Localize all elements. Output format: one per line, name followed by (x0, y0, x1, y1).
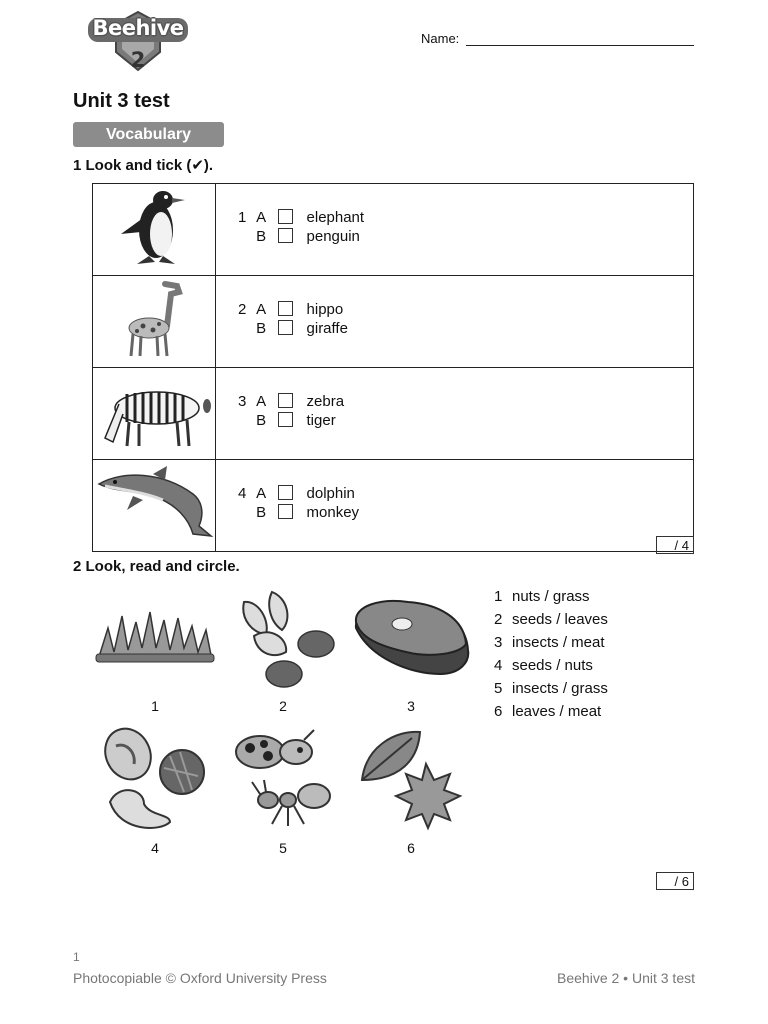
page-title: Unit 3 test (73, 90, 170, 112)
option-letter: B (256, 320, 267, 337)
picture-label: 5 (279, 840, 287, 856)
exercise1-heading: 1 Look and tick (✔). (73, 157, 214, 174)
logo-level: 2 (130, 48, 146, 72)
dolphin-picture (93, 460, 215, 546)
exercise1-table (92, 183, 694, 552)
leaves-picture (356, 724, 468, 832)
circle-options[interactable]: seeds / nuts (512, 657, 593, 674)
table-row (93, 276, 694, 368)
option-text: elephant (306, 209, 365, 226)
tick-box[interactable] (278, 412, 293, 427)
options-cell (216, 460, 694, 552)
option-a-row (238, 484, 355, 504)
option-text: zebra (306, 393, 345, 410)
list-item (494, 608, 608, 631)
page-number: 1 (73, 950, 80, 964)
tick-box[interactable] (278, 485, 293, 500)
picture-cell (93, 368, 216, 460)
picture-cell (93, 460, 216, 552)
option-b-row (238, 319, 348, 339)
picture-label: 4 (151, 840, 159, 856)
option-text: dolphin (306, 485, 355, 502)
option-a-row (238, 300, 343, 320)
table-row (93, 368, 694, 460)
option-letter: A (256, 209, 267, 226)
penguin-picture (93, 184, 215, 270)
item-number: 4 (238, 485, 247, 502)
nuts-picture (100, 724, 210, 832)
exercise2-score-box[interactable]: / 6 (656, 872, 694, 890)
list-item (494, 700, 608, 723)
item-number: 2 (238, 301, 247, 318)
tick-box[interactable] (278, 393, 293, 408)
list-item (494, 654, 608, 677)
tick-box[interactable] (278, 301, 293, 316)
option-text: giraffe (306, 320, 348, 337)
tick-box[interactable] (278, 320, 293, 335)
list-item (494, 677, 608, 700)
picture-label: 6 (407, 840, 415, 856)
exercise2-heading: 2 Look, read and circle. (73, 558, 240, 575)
footer-copyright: Photocopiable © Oxford University Press (73, 970, 327, 986)
circle-options-list (494, 585, 608, 723)
circle-options[interactable]: insects / grass (512, 680, 608, 697)
exercise1-score-box[interactable]: / 4 (656, 536, 694, 554)
option-text: tiger (306, 412, 336, 429)
option-letter: A (256, 301, 267, 318)
circle-options[interactable]: seeds / leaves (512, 611, 608, 628)
item-number: 2 (494, 611, 503, 628)
options-cell (216, 184, 694, 276)
circle-options[interactable]: insects / meat (512, 634, 605, 651)
seeds-picture (230, 590, 338, 690)
option-letter: B (256, 228, 267, 245)
item-number: 1 (494, 588, 503, 605)
item-number: 3 (494, 634, 503, 651)
item-number: 4 (494, 657, 503, 674)
item-number: 3 (238, 393, 247, 410)
option-a-row (238, 392, 344, 412)
option-a-row (238, 208, 364, 228)
table-row (93, 184, 694, 276)
tick-box[interactable] (278, 228, 293, 243)
tick-box[interactable] (278, 504, 293, 519)
item-number: 5 (494, 680, 503, 697)
circle-options[interactable]: leaves / meat (512, 703, 602, 720)
picture-cell (93, 276, 216, 368)
grass-picture (94, 608, 218, 664)
list-item (494, 585, 608, 608)
options-cell (216, 368, 694, 460)
beehive-logo (86, 8, 190, 74)
list-item (494, 631, 608, 654)
footer-unit-label: Beehive 2 • Unit 3 test (557, 970, 695, 986)
option-letter: B (256, 412, 267, 429)
picture-label: 3 (407, 698, 415, 714)
option-text: hippo (306, 301, 344, 318)
options-cell (216, 276, 694, 368)
meat-picture (350, 598, 472, 678)
option-b-row (238, 227, 360, 247)
name-label: Name: (421, 31, 460, 46)
section-badge: Vocabulary (73, 122, 224, 147)
zebra-picture (93, 368, 215, 454)
circle-options[interactable]: nuts / grass (512, 588, 590, 605)
picture-label: 1 (151, 698, 159, 714)
option-letter: B (256, 504, 267, 521)
option-letter: A (256, 485, 267, 502)
table-row (93, 460, 694, 552)
item-number: 6 (494, 703, 503, 720)
tick-box[interactable] (278, 209, 293, 224)
logo-text: Beehive (92, 16, 184, 40)
insects-picture (230, 724, 338, 832)
name-field-line[interactable] (466, 45, 694, 46)
option-b-row (238, 411, 336, 431)
giraffe-picture (93, 276, 215, 362)
option-b-row (238, 503, 359, 523)
picture-cell (93, 184, 216, 276)
item-number: 1 (238, 209, 247, 226)
option-text: penguin (306, 228, 360, 245)
option-text: monkey (306, 504, 360, 521)
option-letter: A (256, 393, 267, 410)
picture-label: 2 (279, 698, 287, 714)
